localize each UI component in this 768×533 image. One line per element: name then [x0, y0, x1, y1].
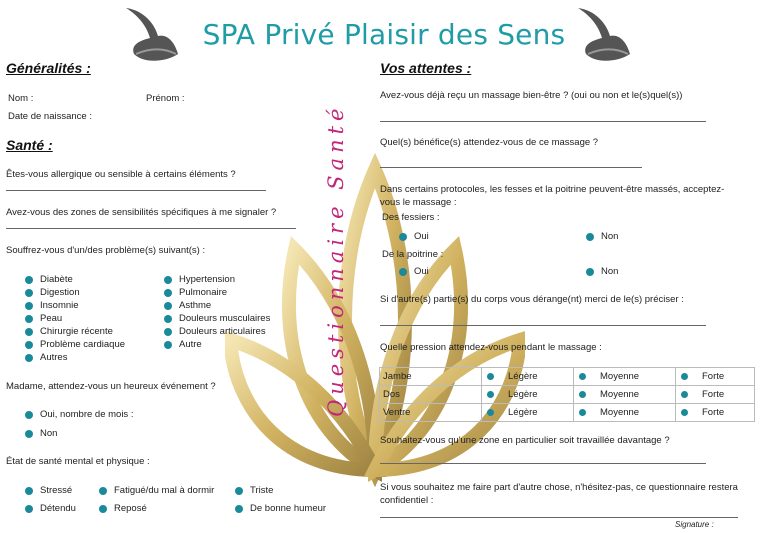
fessiers-non-label: Non [601, 231, 619, 242]
signature-label: Signature : [675, 520, 714, 529]
allergy-answer-line[interactable] [6, 190, 266, 191]
mental-option: Stressé [40, 485, 73, 496]
pressure-option: Moyenne [600, 407, 640, 418]
problem-option: Diabète [40, 274, 73, 285]
option-radio[interactable] [25, 354, 33, 362]
problem-option: Asthme [179, 300, 212, 311]
poitrine-label: De la poitrine : [382, 249, 444, 260]
pressure-radio[interactable] [579, 409, 586, 416]
fessiers-label: Des fessiers : [382, 212, 440, 223]
pressure-option: Légère [508, 371, 538, 382]
mental-option: Détendu [40, 503, 76, 514]
option-radio[interactable] [235, 487, 243, 495]
page-title: SPA Privé Plaisir des Sens [202, 18, 566, 51]
mental-option: De bonne humeur [250, 503, 327, 514]
watermark-text: Questionnaire Santé [324, 103, 348, 417]
pressure-option: Moyenne [600, 389, 640, 400]
table-row [380, 368, 755, 386]
problem-option: Pulmonaire [179, 287, 228, 298]
pregnancy-no-radio[interactable] [25, 430, 33, 438]
table-row [380, 404, 755, 422]
other-answer-line[interactable] [380, 517, 738, 518]
pressure-zone: Jambe [380, 368, 482, 386]
fessiers-oui-label: Oui [414, 231, 429, 242]
pressure-option: Moyenne [600, 371, 640, 382]
fessiers-non-radio[interactable] [586, 233, 594, 241]
pressure-question: Quelle pression attendez-vous pendant le massage : [380, 342, 602, 353]
section-attentes-heading: Vos attentes : [380, 60, 472, 76]
pressure-option: Forte [702, 407, 725, 418]
fessiers-oui-radio[interactable] [399, 233, 407, 241]
option-radio[interactable] [235, 505, 243, 513]
problem-option: Digestion [40, 287, 80, 298]
option-radio[interactable] [25, 302, 33, 310]
mental-option: Fatigué/du mal à dormir [114, 485, 215, 496]
option-radio[interactable] [25, 487, 33, 495]
mental-option: Reposé [114, 503, 147, 514]
bother-question: Si d'autre(s) partie(s) du corps vous dérange(nt) merci de le(s) préciser : [380, 294, 684, 305]
section-generalites-heading: Généralités : [6, 60, 91, 76]
pregnancy-yes-radio[interactable] [25, 411, 33, 419]
problem-option: Problème cardiaque [40, 339, 126, 350]
other-question-line1: Si vous souhaitez me faire part d'autre chose, n'hésitez-pas, ce questionnaire restera [380, 482, 738, 493]
table-row [380, 386, 755, 404]
pressure-radio[interactable] [579, 391, 586, 398]
problem-option: Peau [40, 313, 63, 324]
prenom-label: Prénom : [146, 93, 185, 104]
pressure-radio[interactable] [487, 391, 494, 398]
option-radio[interactable] [164, 289, 172, 297]
option-radio[interactable] [25, 289, 33, 297]
zones-answer-line[interactable] [6, 228, 296, 229]
pressure-option: Forte [702, 389, 725, 400]
pressure-zone: Dos [380, 386, 482, 404]
other-question-line2: confidentiel : [380, 495, 434, 506]
pressure-radio[interactable] [487, 409, 494, 416]
problem-option: Douleurs articulaires [179, 326, 266, 337]
nom-label: Nom : [8, 93, 34, 104]
option-radio[interactable] [99, 505, 107, 513]
date-naissance-label: Date de naissance : [8, 111, 92, 122]
benefits-question: Quel(s) bénéfice(s) attendez-vous de ce massage ? [380, 137, 599, 148]
lotus-watermark-graphic [225, 150, 525, 510]
bother-answer-line[interactable] [380, 325, 706, 326]
protocols-question-line1: Dans certains protocoles, les fesses et la poitrine peuvent-être massés, acceptez- [380, 184, 725, 195]
pressure-zone: Ventre [380, 404, 482, 422]
pregnancy-no-label: Non [40, 428, 58, 439]
pressure-table [379, 367, 755, 422]
option-radio[interactable] [25, 315, 33, 323]
poitrine-oui-radio[interactable] [399, 268, 407, 276]
option-radio[interactable] [164, 302, 172, 310]
option-radio[interactable] [25, 341, 33, 349]
problem-option: Autres [40, 352, 68, 363]
pregnancy-yes-label: Oui, nombre de mois : [40, 409, 134, 420]
section-sante-heading: Santé : [6, 137, 53, 153]
poitrine-oui-label: Oui [414, 266, 429, 277]
problem-option: Autre [179, 339, 202, 350]
problems-question: Souffrez-vous d'un/des problème(s) suivant(s) : [6, 245, 206, 256]
option-radio[interactable] [164, 341, 172, 349]
pressure-option: Légère [508, 407, 538, 418]
received-question: Avez-vous déjà reçu un massage bien-être ? (oui ou non et le(s)quel(s)) [380, 90, 683, 101]
benefits-answer-line[interactable] [380, 167, 642, 168]
pressure-option: Légère [508, 389, 538, 400]
problem-option: Insomnie [40, 300, 79, 311]
pressure-radio[interactable] [681, 409, 688, 416]
pressure-radio[interactable] [681, 373, 688, 380]
zone-focus-answer-line[interactable] [380, 463, 706, 464]
problem-option: Hypertension [179, 274, 235, 285]
problem-option: Douleurs musculaires [179, 313, 271, 324]
pressure-radio[interactable] [681, 391, 688, 398]
option-radio[interactable] [25, 505, 33, 513]
mental-question: État de santé mental et physique : [6, 456, 150, 467]
mental-option: Triste [250, 485, 274, 496]
poitrine-non-radio[interactable] [586, 268, 594, 276]
pressure-radio[interactable] [579, 373, 586, 380]
option-radio[interactable] [164, 276, 172, 284]
option-radio[interactable] [25, 328, 33, 336]
option-radio[interactable] [164, 315, 172, 323]
protocols-question-line2: vous le massage : [380, 197, 457, 208]
zone-focus-question: Souhaitez-vous qu'une zone en particulier soit travaillée davantage ? [380, 435, 670, 446]
pregnancy-question: Madame, attendez-vous un heureux événement ? [6, 381, 216, 392]
option-radio[interactable] [25, 276, 33, 284]
option-radio[interactable] [99, 487, 107, 495]
pressure-radio[interactable] [487, 373, 494, 380]
option-radio[interactable] [164, 328, 172, 336]
allergy-question: Êtes-vous allergique ou sensible à certains éléments ? [6, 169, 236, 180]
problem-option: Chirurgie récente [40, 326, 113, 337]
zones-question: Avez-vous des zones de sensibilités spécifiques à me signaler ? [6, 207, 277, 218]
received-answer-line[interactable] [380, 121, 706, 122]
poitrine-non-label: Non [601, 266, 619, 277]
pressure-option: Forte [702, 371, 725, 382]
